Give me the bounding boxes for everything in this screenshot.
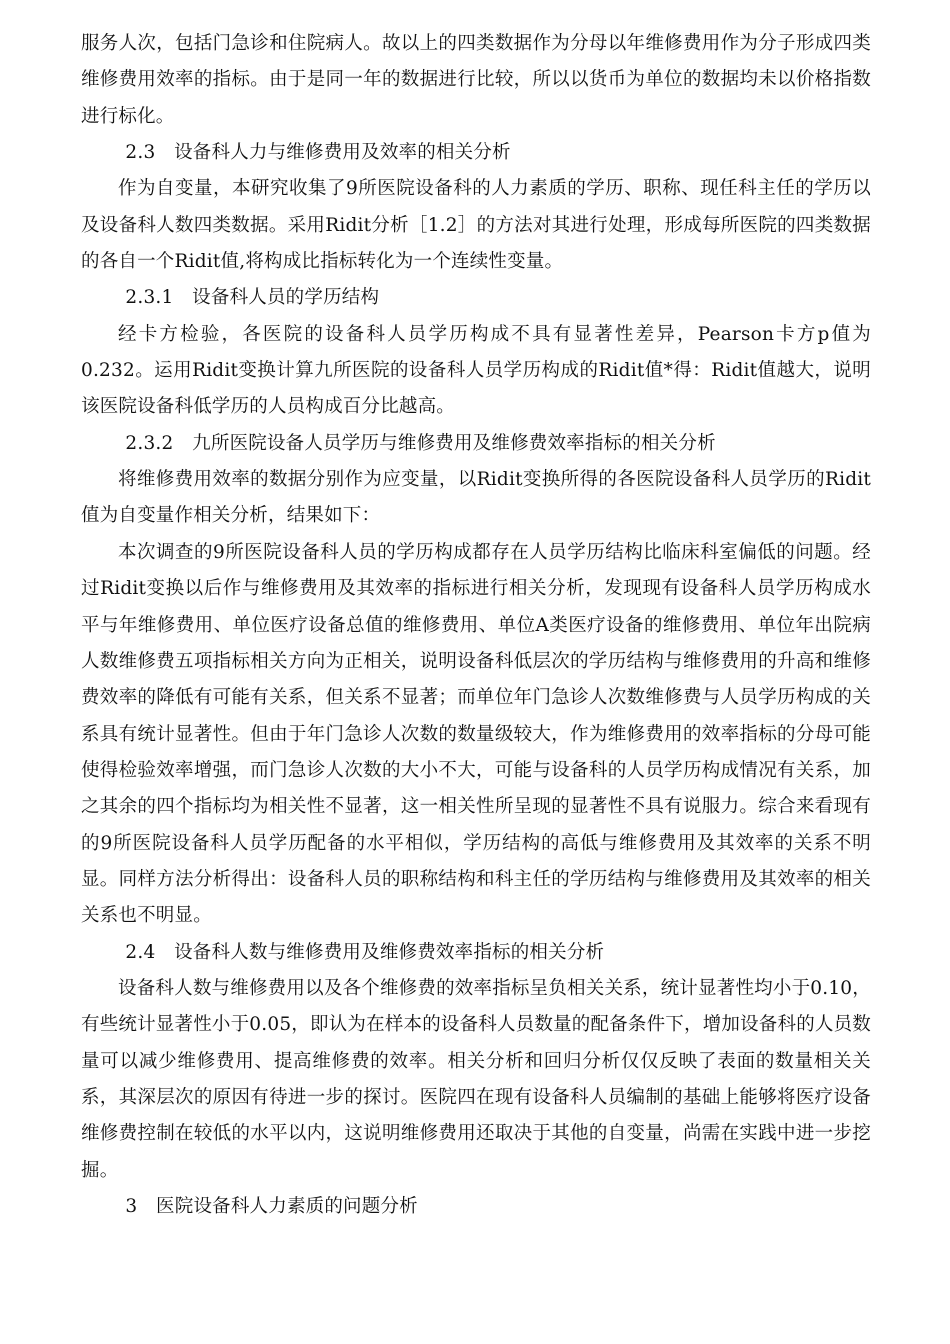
section-heading-2-3-2: 2.3.2 九所医院设备人员学历与维修费用及维修费效率指标的相关分析 (125, 432, 716, 454)
section-heading-2-4: 2.4 设备科人数与维修费用及维修费效率指标的相关分析 (125, 941, 605, 963)
paragraph-chi-square: 经卡方检验，各医院的设备科人员学历构成不具有显著性差异，Pearson卡方p值为0.232。运用Ridit变换计算九所医院的设备科人员学历构成的Ridit值*得：Ridit值越大，说明该医院设备科低学历的人员构成百分比越高。 (81, 323, 871, 418)
paragraph-staff-count: 设备科人数与维修费用以及各个维修费的效率指标呈负相关关系，统计显著性均小于0.10，有些统计显著性小于0.05，即认为在样本的设备科人员数量的配备条件下，增加设备科的人员数量可以减少维修费用、提高维修费的效率。相关分析和回归分析仅仅反映了表面的数量相关关系，其深层次的原因有待进一步的探讨。医院四在现有设备科人员编制的基础上能够将医疗设备维修费控制在较低的水平以内，这说明维修费用还取决于其他的自变量，尚需在实践中进一步挖掘。 (81, 977, 871, 1181)
paragraph-survey-results: 本次调查的9所医院设备科人员的学历构成都存在人员学历结构比临床科室偏低的问题。经过Ridit变换以后作与维修费用及其效率的指标进行相关分析，发现现有设备科人员学历构成水平与年维修费用、单位医疗设备总值的维修费用、单位A类医疗设备的维修费用、单位年出院病人数维修费五项指标相关方向为正相关，说明设备科低层次的学历结构与维修费用的升高和维修费效率的降低有可能有关系，但关系不显著；而单位年门急诊人次数维修费与人员学历构成的关系具有统计显著性。但由于年门急诊人次数的数量级较大，作为维修费用的效率指标的分母可能使得检验效率增强，而门急诊人次数的大小不大，可能与设备科的人员学历构成情况有关系，加之其余的四个指标均为相关性不显著，这一相关性所呈现的显著性不具有说服力。综合来看现有的9所医院设备科人员学历配备的水平相似，学历结构的高低与维修费用及其效率的关系不明显。同样方法分析得出：设备科人员的职称结构和科主任的学历结构与维修费用及其效率的相关关系也不明显。 (81, 541, 871, 927)
section-heading-2-3-1: 2.3.1 设备科人员的学历结构 (125, 287, 380, 309)
section-heading-3: 3 医院设备科人力素质的问题分析 (125, 1196, 418, 1217)
paragraph-continuation: 服务人次，包括门急诊和住院病人。故以上的四类数据作为分母以年维修费用作为分子形成四类维修费用效率的指标。由于是同一年的数据进行比较，所以以货币为单位的数据均未以价格指数进行标化。 (81, 33, 871, 127)
document-page (81, 26, 871, 1225)
paragraph-independent-variables: 作为自变量，本研究收集了9所医院设备科的人力素质的学历、职称、现任科主任的学历以及设备科人数四类数据。采用Ridit分析［1.2］的方法对其进行处理，形成每所医院的四类数据的各自一个Ridit值,将构成比指标转化为一个连续性变量。 (81, 178, 871, 273)
section-heading-2-3: 2.3 设备科人力与维修费用及效率的相关分析 (125, 142, 511, 164)
paragraph-correlation-method: 将维修费用效率的数据分别作为应变量，以Ridit变换所得的各医院设备科人员学历的Ridit值为自变量作相关分析，结果如下： (81, 469, 871, 527)
